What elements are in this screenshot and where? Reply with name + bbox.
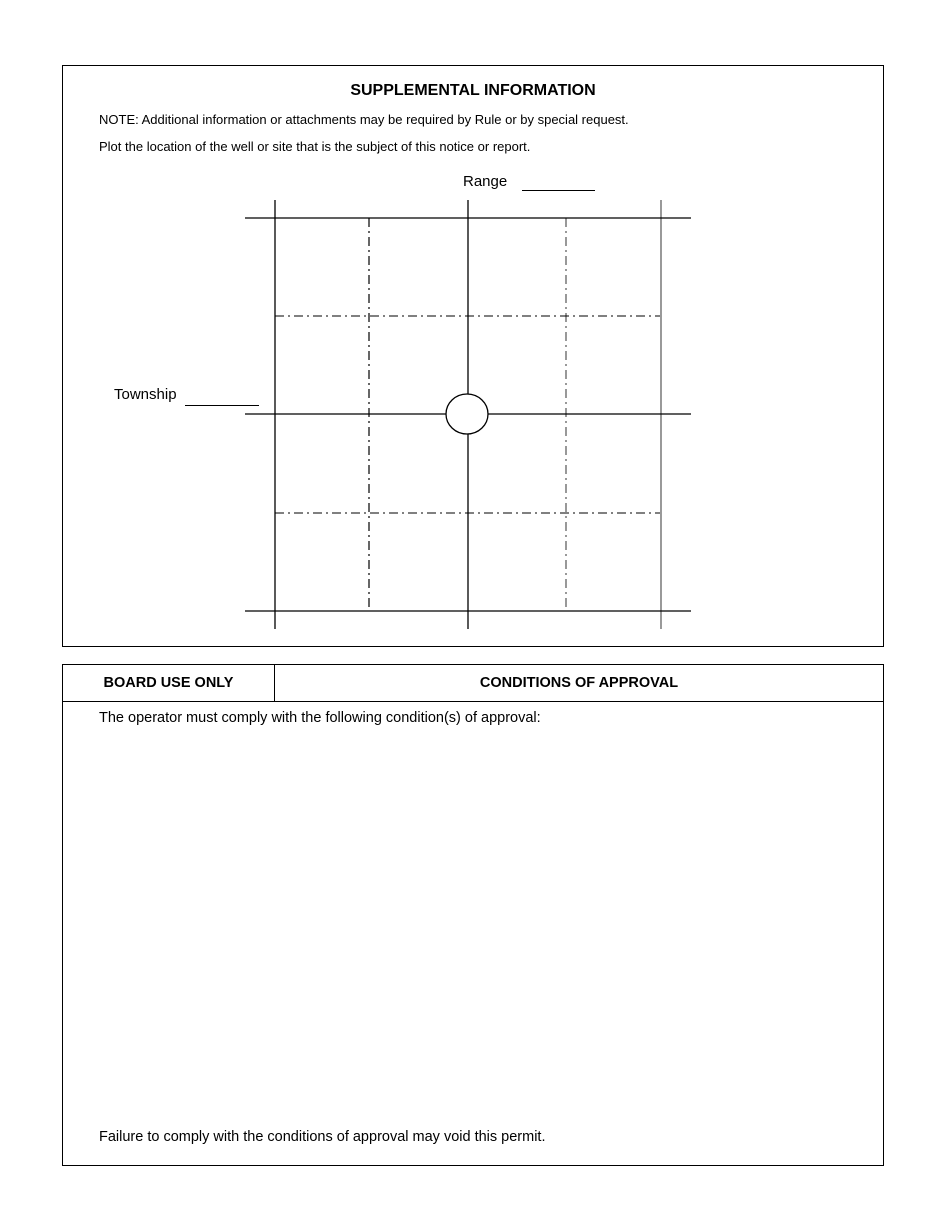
conditions-intro: The operator must comply with the following condition(s) of approval: [99, 710, 541, 726]
approval-header-row [63, 665, 883, 702]
center-circle [446, 394, 488, 434]
board-use-only-label: BOARD USE ONLY [63, 665, 275, 701]
failure-notice: Failure to comply with the conditions of approval may void this permit. [99, 1129, 546, 1145]
supplemental-information-section [62, 65, 884, 647]
township-label: Township [114, 386, 177, 403]
section-title: SUPPLEMENTAL INFORMATION [350, 82, 596, 99]
range-label: Range [463, 173, 508, 190]
note-text: NOTE: Additional information or attachments may be required by Rule or by special request. [99, 112, 629, 127]
conditions-of-approval-label: CONDITIONS OF APPROVAL [479, 675, 679, 691]
plot-instruction: Plot the location of the well or site that is the subject of this notice or report. [99, 139, 531, 154]
conditions-of-approval-section [62, 664, 884, 1166]
section-location-grid[interactable] [63, 66, 883, 646]
